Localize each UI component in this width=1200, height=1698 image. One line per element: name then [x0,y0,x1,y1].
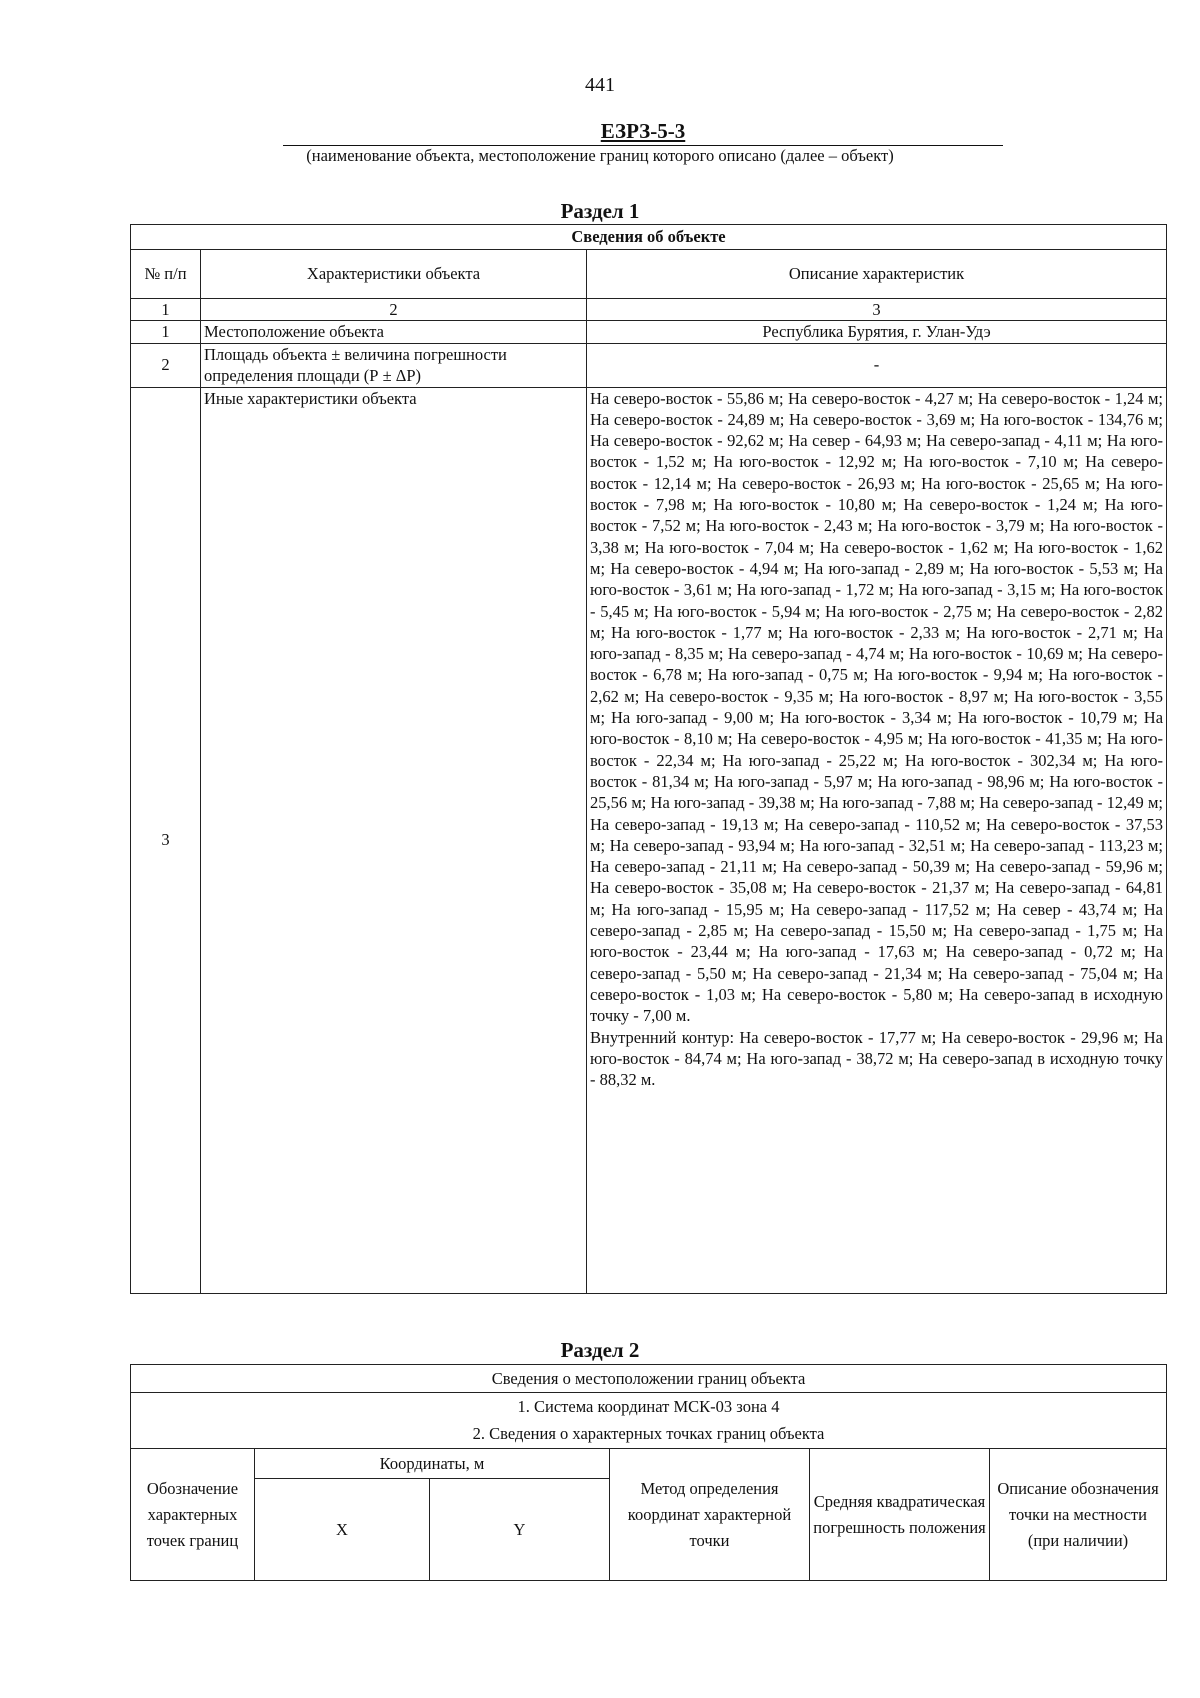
section1-title: Раздел 1 [560,199,640,223]
row-num: 2 [131,343,201,387]
header-description: Описание характеристик [587,250,1167,299]
section1-table [130,224,1167,1294]
table-row [131,343,1167,387]
object-name: ЕЗРЗ-5-3 [600,119,686,143]
header-x: X [255,1479,430,1581]
col-number-3: 3 [587,299,1167,321]
page-number: 441 [585,74,615,96]
row-value: - [587,343,1167,387]
header-point-description: Описание обозначения точки на местности (при наличии) [990,1449,1167,1581]
section2-table [130,1364,1167,1581]
header-coordinates: Координаты, м [255,1449,610,1479]
section2-table-title: Сведения о местоположении границ объекта [131,1365,1167,1393]
row-name: Иные характеристики объекта [201,387,587,1293]
section1-table-title: Сведения об объекте [131,225,1167,250]
col-number-1: 1 [131,299,201,321]
col-number-2: 2 [201,299,587,321]
header-designation: Обозначение характерных точек границ [131,1449,255,1581]
header-num: № п/п [131,250,201,299]
outer-contour-text: На северо-восток - 55,86 м; На северо-восток - 4,27 м; На северо-восток - 1,24 м; На северо-восток - 24,89 м; На северо-восток - 3,69 м; На юго-восток - 134,76 м; На северо-восток - 92,62 м; На север - 64,93 м; На северо-запад - 4,11 м; На юго-восток - 1,52 м; На юго-восток - 12,92 м; На юго-восток - 7,10 м; На северо-восток - 12,14 м; На северо-восток - 26,93 м; На юго-восток - 25,65 м; На юго-восток - 7,98 м; На юго-восток - 10,80 м; На северо-восток - 1,24 м; На юго-восток - 7,52 м; На юго-восток - 2,43 м; На юго-восток - 3,79 м; На юго-восток - 3,38 м; На юго-восток - 7,04 м; На северо-восток - 1,62 м; На юго-восток - 1,62 м; На северо-восток - 4,94 м; На юго-запад - 2,89 м; На юго-восток - 5,53 м; На юго-восток - 3,61 м; На юго-запад - 1,72 м; На юго-запад - 3,15 м; На юго-восток - 5,45 м; На юго-восток - 5,94 м; На юго-восток - 2,75 м; На северо-восток - 2,82 м; На юго-восток - 1,77 м; На юго-восток - 2,33 м; На юго-восток - 2,71 м; На юго-запад - 8,35 м; На северо-запад - 4,74 м; На юго-восток - 10,69 м; На северо-восток - 6,78 м; На юго-запад - 0,75 м; На юго-восток - 9,94 м; На юго-восток - 2,62 м; На северо-восток - 9,35 м; На юго-восток - 8,97 м; На юго-восток - 3,55 м; На юго-запад - 9,00 м; На юго-восток - 3,34 м; На юго-восток - 10,79 м; На юго-восток - 8,10 м; На северо-восток - 4,95 м; На юго-восток - 41,35 м; На юго-восток - 22,34 м; На юго-запад - 25,22 м; На юго-восток - 302,34 м; На юго-восток - 81,34 м; На юго-запад - 5,97 м; На юго-запад - 98,96 м; На юго-восток - 25,56 м; На юго-запад - 39,38 м; На юго-запад - 7,88 м; На северо-запад - 12,49 м; На северо-запад - 19,13 м; На северо-запад - 110,52 м; На северо-восток - 37,53 м; На северо-запад - 93,94 м; На юго-запад - 32,51 м; На северо-запад - 113,23 м; На северо-запад - 21,11 м; На северо-запад - 50,39 м; На северо-запад - 59,96 м; На северо-восток - 35,08 м; На северо-восток - 21,37 м; На северо-запад - 64,81 м; На юго-запад - 15,95 м; На северо-запад - 117,52 м; На север - 43,74 м; На северо-запад - 2,85 м; На северо-запад - 15,50 м; На северо-запад - 1,75 м; На юго-восток - 23,44 м; На юго-запад - 17,63 м; На северо-запад - 0,72 м; На северо-запад - 5,50 м; На северо-запад - 21,34 м; На северо-запад - 75,04 м; На северо-восток - 1,03 м; На северо-восток - 5,80 м; На северо-запад в исходную точку - 7,00 м. [590,388,1164,1026]
header-method: Метод определения координат характерной точки [610,1449,810,1581]
inner-contour-text: Внутренний контур: На северо-восток - 17,77 м; На северо-восток - 29,96 м; На юго-восток - 84,74 м; На юго-запад - 38,72 м; На северо-запад в исходную точку - 88,32 м. [590,1027,1164,1090]
row-value-cell [587,387,1167,1293]
table-row [131,387,1167,1293]
row-num: 3 [131,387,201,1293]
row-value: Республика Бурятия, г. Улан-Удэ [587,321,1167,343]
coord-system: 1. Система координат МСК-03 зона 4 [131,1393,1167,1421]
points-title: 2. Сведения о характерных точках границ объекта [131,1421,1167,1449]
row-name: Местоположение объекта [201,321,587,343]
row-num: 1 [131,321,201,343]
header-characteristic: Характеристики объекта [201,250,587,299]
table-row [131,321,1167,343]
header-error: Средняя квадратическая погрешность положения [810,1449,990,1581]
section2-title: Раздел 2 [560,1338,640,1362]
header-y: Y [430,1479,610,1581]
object-caption: (наименование объекта, местоположение границ которого описано (далее – объект) [306,146,894,165]
row-name: Площадь объекта ± величина погрешности определения площади (Р ± ΔР) [201,343,587,387]
object-name-line [283,119,1003,146]
